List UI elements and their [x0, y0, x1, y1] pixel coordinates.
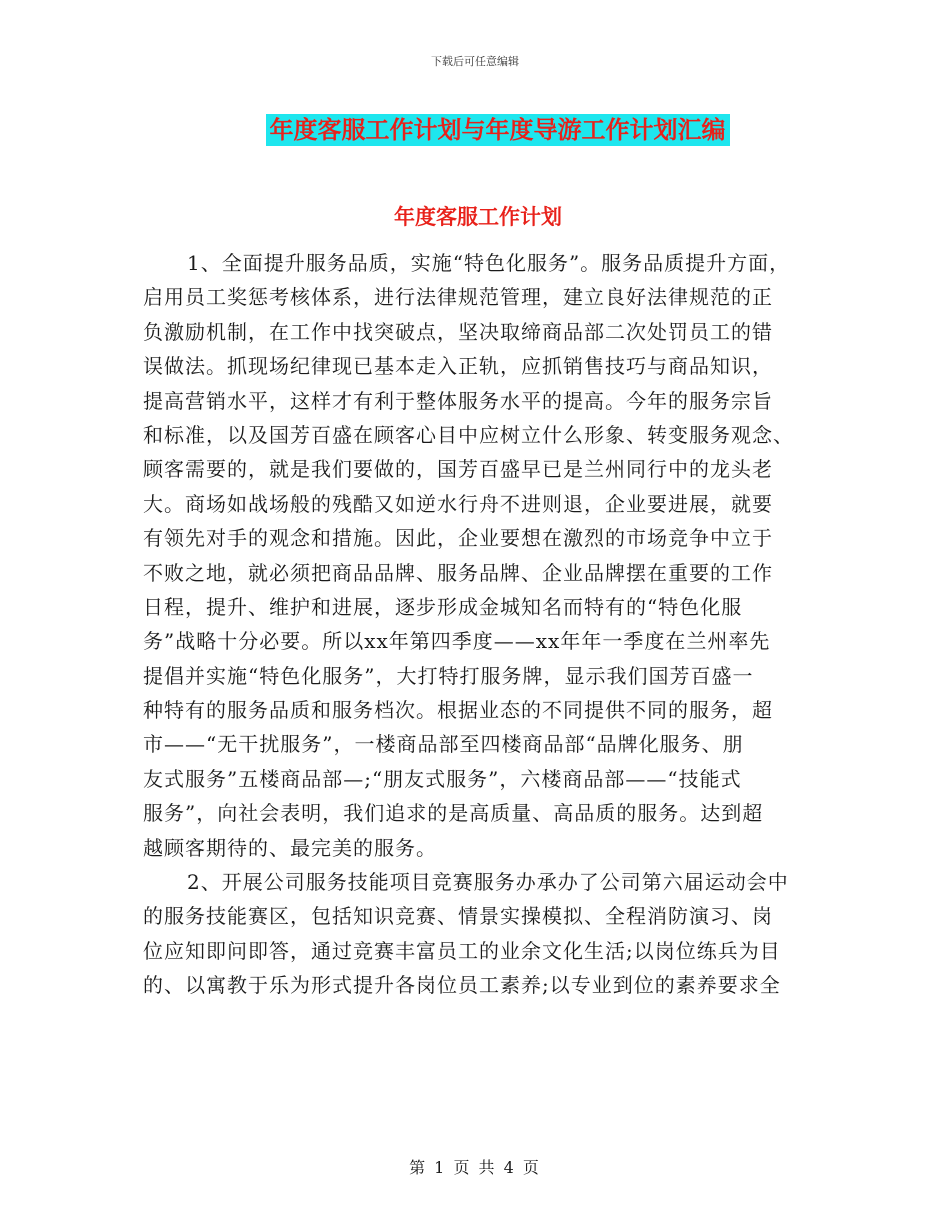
text-line: 种特有的服务品质和服务档次。根据业态的不同提供不同的服务，超: [143, 698, 773, 723]
text-line: 市——“无干扰服务”，一楼商品部至四楼商品部“品牌化服务、朋: [143, 732, 744, 757]
text-line: 2、开展公司服务技能项目竞赛服务办承办了公司第六届运动会中: [187, 870, 789, 895]
text-line: 大。商场如战场般的残酷又如逆水行舟不进则退，企业要进展，就要: [143, 491, 773, 516]
text-line: 负激励机制，在工作中找突破点，坚决取缔商品部二次处罚员工的错: [143, 319, 773, 344]
text-line: 提倡并实施“特色化服务”，大打特打服务牌，显示我们国芳百盛一: [143, 663, 754, 688]
text-line: 顾客需要的，就是我们要做的，国芳百盛早已是兰州同行中的龙头老: [143, 457, 773, 482]
text-line: 日程，提升、维护和进展，逐步形成金城知名而特有的“特色化服: [143, 594, 743, 619]
text-line: 不败之地，就必须把商品品牌、服务品牌、企业品牌摆在重要的工作: [143, 560, 773, 585]
text-line: 的服务技能赛区，包括知识竞赛、情景实操模拟、全程消防演习、岗: [143, 904, 773, 929]
body-text: [143, 246, 823, 1003]
section-title: 年度客服工作计划: [394, 205, 562, 229]
text-line: 误做法。抓现场纪律现已基本走入正轨，应抓销售技巧与商品知识，: [143, 354, 773, 379]
header-note: 下载后可任意编辑: [431, 55, 519, 68]
text-line: 和标准，以及国芳百盛在顾客心目中应树立什么形象、转变服务观念、: [143, 422, 794, 447]
text-line: 友式服务”五楼商品部—;“朋友式服务”，六楼商品部——“技能式: [143, 766, 742, 791]
text-line: 的、以寓教于乐为形式提升各岗位员工素养;以专业到位的素养要求全: [143, 973, 781, 998]
text-line: 服务”，向社会表明，我们追求的是高质量、高品质的服务。达到超: [143, 801, 764, 826]
page-footer: 第 1 页 共 4 页: [409, 1158, 541, 1177]
main-title-container: [0, 114, 950, 146]
text-line: 越顾客期待的、最完美的服务。: [143, 835, 437, 860]
main-title: 年度客服工作计划与年度导游工作计划汇编: [266, 114, 730, 146]
text-line: 1、全面提升服务品质，实施“特色化服务”。服务品质提升方面，: [187, 251, 791, 275]
text-line: 有领先对手的观念和措施。因此，企业要想在激烈的市场竞争中立于: [143, 526, 773, 551]
text-line: 位应知即问即答，通过竞赛丰富员工的业余文化生活;以岗位练兵为目: [143, 938, 781, 963]
text-line: 启用员工奖惩考核体系，进行法律规范管理，建立良好法律规范的正: [143, 285, 773, 310]
text-line: 提高营销水平，这样才有利于整体服务水平的提高。今年的服务宗旨: [143, 388, 773, 413]
text-line: 务”战略十分必要。所以xx年第四季度——xx年年一季度在兰州率先: [143, 629, 771, 654]
